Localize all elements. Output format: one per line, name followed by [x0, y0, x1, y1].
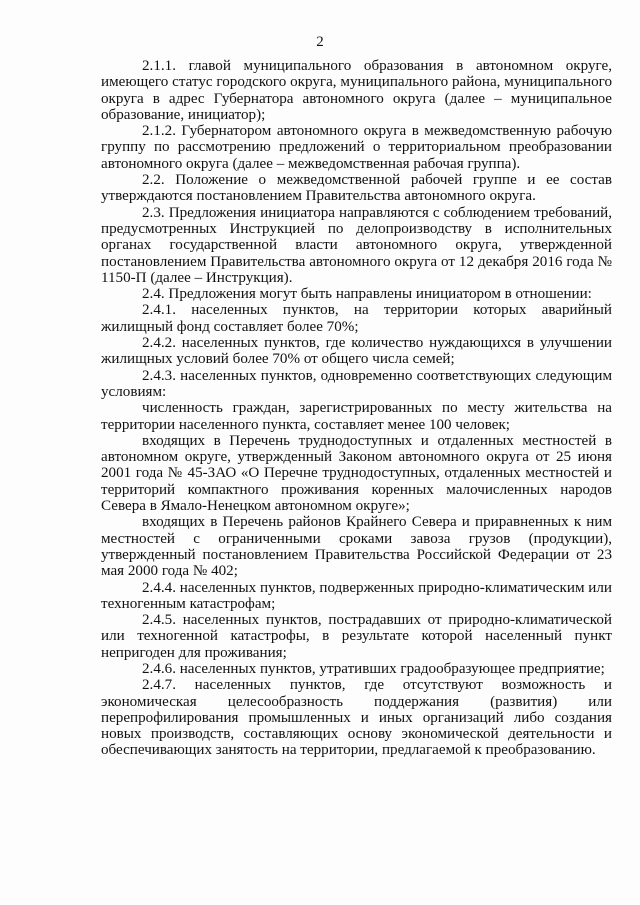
paragraph-2-1-1: 2.1.1. главой муниципального образования в автономном округе, имеющего статус городского округа, муниципального района, муниципального округа в адрес Губернатора автономного округа (далее – муниципальное образование, инициатор); — [101, 58, 612, 123]
condition-far-north: входящих в Перечень районов Крайнего Севера и приравненных к ним местностей с ограниченными сроками завоза грузов (продукции), утвержденный постановлением Правительства Российской Федерации от 23 мая 2000 года № 402; — [101, 514, 612, 580]
page-number: 2 — [316, 34, 324, 50]
paragraph-2-4-5: 2.4.5. населенных пунктов, пострадавших от природно-климатической или техногенной катастрофы, в результате которой населенный пункт непригоден для проживания; — [101, 612, 612, 661]
paragraph-2-3: 2.3. Предложения инициатора направляются с соблюдением требований, предусмотренных Инструкцией по делопроизводству в исполнительных органах государственной власти автономного округа, утвержденной постановлением Правительства автономного округа от 12 декабря 2016 года № 1150-П (далее – Инструкция). — [101, 204, 612, 286]
paragraph-2-4-2: 2.4.2. населенных пунктов, где количество нуждающихся в улучшении жилищных условий более 70% от общего числа семей; — [101, 335, 612, 368]
paragraph-2-4-1: 2.4.1. населенных пунктов, на территории которых аварийный жилищный фонд составляет более 70%; — [101, 302, 612, 335]
condition-remote-areas: входящих в Перечень труднодоступных и отдаленных местностей в автономном округе, утвержденный Законом автономного округа от 25 июня 2001 года № 45-ЗАО «О Перечне труднодоступных, отдаленных местностей и территорий компактного проживания коренных малочисленных народов Севера в Ямало-Ненецком автономном округе»; — [101, 432, 612, 515]
document-body — [101, 58, 612, 759]
paragraph-2-4-4: 2.4.4. населенных пунктов, подверженных природно-климатическим или техногенным катастрофам; — [101, 579, 612, 612]
paragraph-2-4-3: 2.4.3. населенных пунктов, одновременно соответствующих следующим условиям: — [101, 367, 612, 400]
paragraph-2-4-6: 2.4.6. населенных пунктов, утративших градообразующее предприятие; — [142, 660, 605, 677]
paragraph-2-4: 2.4. Предложения могут быть направлены инициатором в отношении: — [142, 286, 592, 303]
paragraph-2-1-2: 2.1.2. Губернатором автономного округа в межведомственную рабочую группу по рассмотрению предложений о территориальном преобразовании автономного округа (далее – межведомственная рабочая группа). — [101, 123, 612, 172]
condition-population: численность граждан, зарегистрированных по месту жительства на территории населенного пункта, составляет менее 100 человек; — [101, 400, 612, 433]
paragraph-2-2: 2.2. Положение о межведомственной рабочей группе и ее состав утверждаются постановлением Правительства автономного округа. — [101, 172, 612, 205]
paragraph-2-4-7: 2.4.7. населенных пунктов, где отсутствуют возможность и экономическая целесообразность поддержания (развития) или перепрофилирования промышленных и иных организаций либо создания новых производств, составляющих основу экономической деятельности и обеспечивающих занятость на территории, предлагаемой к преобразованию. — [101, 677, 612, 759]
